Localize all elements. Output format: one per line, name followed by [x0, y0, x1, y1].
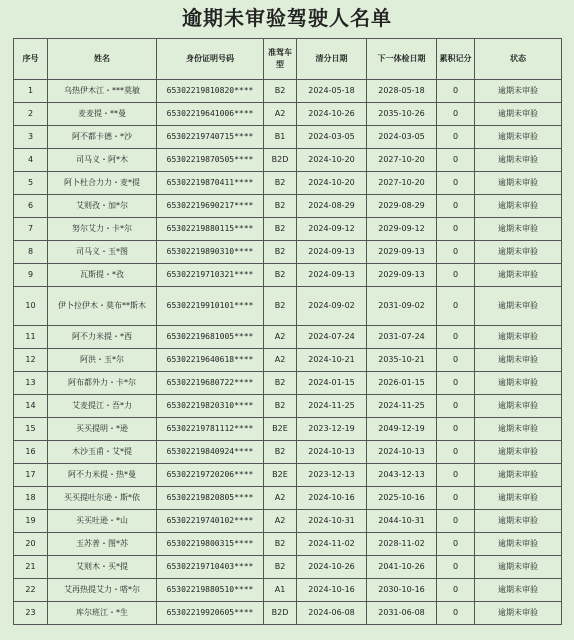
score-cell: 0: [437, 195, 475, 218]
name-cell: 司马义・玉*图: [48, 241, 157, 264]
seq-cell: 15: [14, 418, 48, 441]
table-row: [14, 195, 562, 218]
next-exam-date-cell: 2028-11-02: [367, 533, 437, 556]
table-row: [14, 533, 562, 556]
id-number-cell: 65302219681005****: [157, 326, 264, 349]
status-cell: 逾期未审验: [475, 487, 562, 510]
seq-cell: 20: [14, 533, 48, 556]
name-cell: 阿卜杜合力力・麦*提: [48, 172, 157, 195]
seq-cell: 13: [14, 372, 48, 395]
score-cell: 0: [437, 395, 475, 418]
license-class-cell: A2: [264, 103, 297, 126]
next-exam-date-cell: 2028-05-18: [367, 80, 437, 103]
name-cell: 买买提吐尔逊・斯*依: [48, 487, 157, 510]
id-number-cell: 65302219690217****: [157, 195, 264, 218]
table-header-row: [14, 39, 562, 80]
header-license-class: 准驾车型: [264, 39, 297, 80]
seq-cell: 14: [14, 395, 48, 418]
next-exam-date-cell: 2025-10-16: [367, 487, 437, 510]
name-cell: 瓦斯提・*孜: [48, 264, 157, 287]
clear-date-cell: 2024-10-21: [297, 349, 367, 372]
next-exam-date-cell: 2044-10-31: [367, 510, 437, 533]
clear-date-cell: 2024-10-26: [297, 556, 367, 579]
score-cell: 0: [437, 487, 475, 510]
license-class-cell: B2: [264, 241, 297, 264]
license-class-cell: A2: [264, 326, 297, 349]
name-cell: 麦麦提・**曼: [48, 103, 157, 126]
id-number-cell: 65302219641006****: [157, 103, 264, 126]
table-row: [14, 126, 562, 149]
license-class-cell: B2D: [264, 149, 297, 172]
id-number-cell: 65302219910101****: [157, 287, 264, 326]
next-exam-date-cell: 2029-09-13: [367, 241, 437, 264]
clear-date-cell: 2024-06-08: [297, 602, 367, 625]
table-body: [14, 80, 562, 625]
seq-cell: 21: [14, 556, 48, 579]
clear-date-cell: 2024-11-25: [297, 395, 367, 418]
license-class-cell: B2: [264, 395, 297, 418]
status-cell: 逾期未审验: [475, 287, 562, 326]
clear-date-cell: 2024-09-12: [297, 218, 367, 241]
clear-date-cell: 2024-05-18: [297, 80, 367, 103]
score-cell: 0: [437, 126, 475, 149]
id-number-cell: 65302219740102****: [157, 510, 264, 533]
clear-date-cell: 2024-07-24: [297, 326, 367, 349]
table-row: [14, 172, 562, 195]
id-number-cell: 65302219720206****: [157, 464, 264, 487]
license-class-cell: B2: [264, 195, 297, 218]
seq-cell: 7: [14, 218, 48, 241]
id-number-cell: 65302219880510****: [157, 579, 264, 602]
seq-cell: 18: [14, 487, 48, 510]
header-status: 状态: [475, 39, 562, 80]
license-class-cell: A2: [264, 510, 297, 533]
status-cell: 逾期未审验: [475, 556, 562, 579]
clear-date-cell: 2024-10-13: [297, 441, 367, 464]
clear-date-cell: 2024-11-02: [297, 533, 367, 556]
next-exam-date-cell: 2031-06-08: [367, 602, 437, 625]
clear-date-cell: 2024-10-16: [297, 487, 367, 510]
score-cell: 0: [437, 287, 475, 326]
status-cell: 逾期未审验: [475, 349, 562, 372]
license-class-cell: B2: [264, 533, 297, 556]
status-cell: 逾期未审验: [475, 195, 562, 218]
next-exam-date-cell: 2041-10-26: [367, 556, 437, 579]
license-class-cell: B2: [264, 172, 297, 195]
score-cell: 0: [437, 326, 475, 349]
next-exam-date-cell: 2043-12-13: [367, 464, 437, 487]
id-number-cell: 65302219820310****: [157, 395, 264, 418]
score-cell: 0: [437, 441, 475, 464]
name-cell: 艾则木・买*提: [48, 556, 157, 579]
id-number-cell: 65302219820805****: [157, 487, 264, 510]
next-exam-date-cell: 2030-10-16: [367, 579, 437, 602]
next-exam-date-cell: 2031-07-24: [367, 326, 437, 349]
license-class-cell: B1: [264, 126, 297, 149]
status-cell: 逾期未审验: [475, 395, 562, 418]
status-cell: 逾期未审验: [475, 126, 562, 149]
license-class-cell: B2: [264, 264, 297, 287]
next-exam-date-cell: 2024-11-25: [367, 395, 437, 418]
seq-cell: 22: [14, 579, 48, 602]
id-number-cell: 65302219870505****: [157, 149, 264, 172]
name-cell: 库尔班江・*生: [48, 602, 157, 625]
driver-table: [13, 38, 562, 625]
id-number-cell: 65302219800315****: [157, 533, 264, 556]
status-cell: 逾期未审验: [475, 372, 562, 395]
score-cell: 0: [437, 510, 475, 533]
status-cell: 逾期未审验: [475, 510, 562, 533]
next-exam-date-cell: 2035-10-26: [367, 103, 437, 126]
id-number-cell: 65302219920605****: [157, 602, 264, 625]
name-cell: 买买吐逊・*山: [48, 510, 157, 533]
name-cell: 阿布都外力・卡*尔: [48, 372, 157, 395]
seq-cell: 17: [14, 464, 48, 487]
score-cell: 0: [437, 579, 475, 602]
license-class-cell: A2: [264, 349, 297, 372]
license-class-cell: B2: [264, 287, 297, 326]
table-row: [14, 579, 562, 602]
next-exam-date-cell: 2049-12-19: [367, 418, 437, 441]
id-number-cell: 65302219781112****: [157, 418, 264, 441]
clear-date-cell: 2024-10-26: [297, 103, 367, 126]
score-cell: 0: [437, 103, 475, 126]
header-score: 累积记分: [437, 39, 475, 80]
status-cell: 逾期未审验: [475, 80, 562, 103]
table-row: [14, 287, 562, 326]
clear-date-cell: 2024-10-20: [297, 149, 367, 172]
score-cell: 0: [437, 372, 475, 395]
table-row: [14, 510, 562, 533]
table-row: [14, 241, 562, 264]
score-cell: 0: [437, 349, 475, 372]
next-exam-date-cell: 2035-10-21: [367, 349, 437, 372]
header-next-exam-date: 下一体检日期: [367, 39, 437, 80]
status-cell: 逾期未审验: [475, 602, 562, 625]
table-row: [14, 372, 562, 395]
license-class-cell: B2E: [264, 464, 297, 487]
next-exam-date-cell: 2029-09-12: [367, 218, 437, 241]
license-class-cell: B2: [264, 441, 297, 464]
header-seq: 序号: [14, 39, 48, 80]
table-row: [14, 464, 562, 487]
table-row: [14, 103, 562, 126]
table-row: [14, 218, 562, 241]
table-row: [14, 556, 562, 579]
status-cell: 逾期未审验: [475, 218, 562, 241]
table-row: [14, 418, 562, 441]
table-row: [14, 264, 562, 287]
license-class-cell: B2: [264, 80, 297, 103]
status-cell: 逾期未审验: [475, 579, 562, 602]
name-cell: 艾再热提艾力・嗒*尔: [48, 579, 157, 602]
name-cell: 买买提明・*逊: [48, 418, 157, 441]
clear-date-cell: 2024-01-15: [297, 372, 367, 395]
id-number-cell: 65302219710403****: [157, 556, 264, 579]
score-cell: 0: [437, 533, 475, 556]
name-cell: 司马义・阿*木: [48, 149, 157, 172]
next-exam-date-cell: 2029-09-13: [367, 264, 437, 287]
score-cell: 0: [437, 556, 475, 579]
next-exam-date-cell: 2024-10-13: [367, 441, 437, 464]
status-cell: 逾期未审验: [475, 149, 562, 172]
license-class-cell: B2D: [264, 602, 297, 625]
id-number-cell: 65302219680722****: [157, 372, 264, 395]
name-cell: 阿洪・玉*尔: [48, 349, 157, 372]
clear-date-cell: 2024-09-13: [297, 264, 367, 287]
seq-cell: 10: [14, 287, 48, 326]
clear-date-cell: 2024-09-02: [297, 287, 367, 326]
next-exam-date-cell: 2031-09-02: [367, 287, 437, 326]
table-row: [14, 326, 562, 349]
seq-cell: 9: [14, 264, 48, 287]
header-id: 身份证明号码: [157, 39, 264, 80]
next-exam-date-cell: 2027-10-20: [367, 172, 437, 195]
id-number-cell: 65302219890310****: [157, 241, 264, 264]
name-cell: 乌热伊木江・***莫敏: [48, 80, 157, 103]
score-cell: 0: [437, 241, 475, 264]
status-cell: 逾期未审验: [475, 172, 562, 195]
name-cell: 木沙玉甫・艾*提: [48, 441, 157, 464]
seq-cell: 16: [14, 441, 48, 464]
seq-cell: 23: [14, 602, 48, 625]
status-cell: 逾期未审验: [475, 103, 562, 126]
license-class-cell: B2: [264, 556, 297, 579]
license-class-cell: B2: [264, 218, 297, 241]
seq-cell: 1: [14, 80, 48, 103]
seq-cell: 2: [14, 103, 48, 126]
table-row: [14, 441, 562, 464]
clear-date-cell: 2023-12-19: [297, 418, 367, 441]
seq-cell: 11: [14, 326, 48, 349]
name-cell: 玉苏普・图*苏: [48, 533, 157, 556]
clear-date-cell: 2024-10-20: [297, 172, 367, 195]
id-number-cell: 65302219880115****: [157, 218, 264, 241]
next-exam-date-cell: 2029-08-29: [367, 195, 437, 218]
id-number-cell: 65302219810820****: [157, 80, 264, 103]
next-exam-date-cell: 2027-10-20: [367, 149, 437, 172]
table-row: [14, 395, 562, 418]
score-cell: 0: [437, 418, 475, 441]
table-row: [14, 149, 562, 172]
seq-cell: 3: [14, 126, 48, 149]
seq-cell: 12: [14, 349, 48, 372]
name-cell: 阿不力米提・热*曼: [48, 464, 157, 487]
header-name: 姓名: [48, 39, 157, 80]
name-cell: 艾麦提江・吾*力: [48, 395, 157, 418]
clear-date-cell: 2024-10-16: [297, 579, 367, 602]
score-cell: 0: [437, 602, 475, 625]
name-cell: 艾则孜・加*尔: [48, 195, 157, 218]
clear-date-cell: 2024-08-29: [297, 195, 367, 218]
status-cell: 逾期未审验: [475, 418, 562, 441]
status-cell: 逾期未审验: [475, 264, 562, 287]
score-cell: 0: [437, 464, 475, 487]
license-class-cell: B2: [264, 372, 297, 395]
score-cell: 0: [437, 264, 475, 287]
license-class-cell: A2: [264, 487, 297, 510]
id-number-cell: 65302219740715****: [157, 126, 264, 149]
seq-cell: 8: [14, 241, 48, 264]
seq-cell: 6: [14, 195, 48, 218]
score-cell: 0: [437, 149, 475, 172]
table-row: [14, 80, 562, 103]
seq-cell: 5: [14, 172, 48, 195]
page-title: 逾期未审验驾驶人名单: [182, 6, 392, 30]
clear-date-cell: 2023-12-13: [297, 464, 367, 487]
clear-date-cell: 2024-10-31: [297, 510, 367, 533]
clear-date-cell: 2024-03-05: [297, 126, 367, 149]
table-row: [14, 602, 562, 625]
name-cell: 努尔艾力・卡*尔: [48, 218, 157, 241]
table-row: [14, 349, 562, 372]
score-cell: 0: [437, 218, 475, 241]
license-class-cell: B2E: [264, 418, 297, 441]
table-row: [14, 487, 562, 510]
license-class-cell: A1: [264, 579, 297, 602]
name-cell: 阿不都卡德・*沙: [48, 126, 157, 149]
next-exam-date-cell: 2026-01-15: [367, 372, 437, 395]
name-cell: 阿不力米提・*西: [48, 326, 157, 349]
status-cell: 逾期未审验: [475, 441, 562, 464]
seq-cell: 19: [14, 510, 48, 533]
status-cell: 逾期未审验: [475, 326, 562, 349]
status-cell: 逾期未审验: [475, 533, 562, 556]
id-number-cell: 65302219640618****: [157, 349, 264, 372]
status-cell: 逾期未审验: [475, 241, 562, 264]
status-cell: 逾期未审验: [475, 464, 562, 487]
id-number-cell: 65302219710321****: [157, 264, 264, 287]
score-cell: 0: [437, 172, 475, 195]
id-number-cell: 65302219870411****: [157, 172, 264, 195]
clear-date-cell: 2024-09-13: [297, 241, 367, 264]
seq-cell: 4: [14, 149, 48, 172]
next-exam-date-cell: 2024-03-05: [367, 126, 437, 149]
header-clear-date: 清分日期: [297, 39, 367, 80]
score-cell: 0: [437, 80, 475, 103]
name-cell: 伊卜拉伊木・莫布**斯木: [48, 287, 157, 326]
id-number-cell: 65302219840924****: [157, 441, 264, 464]
